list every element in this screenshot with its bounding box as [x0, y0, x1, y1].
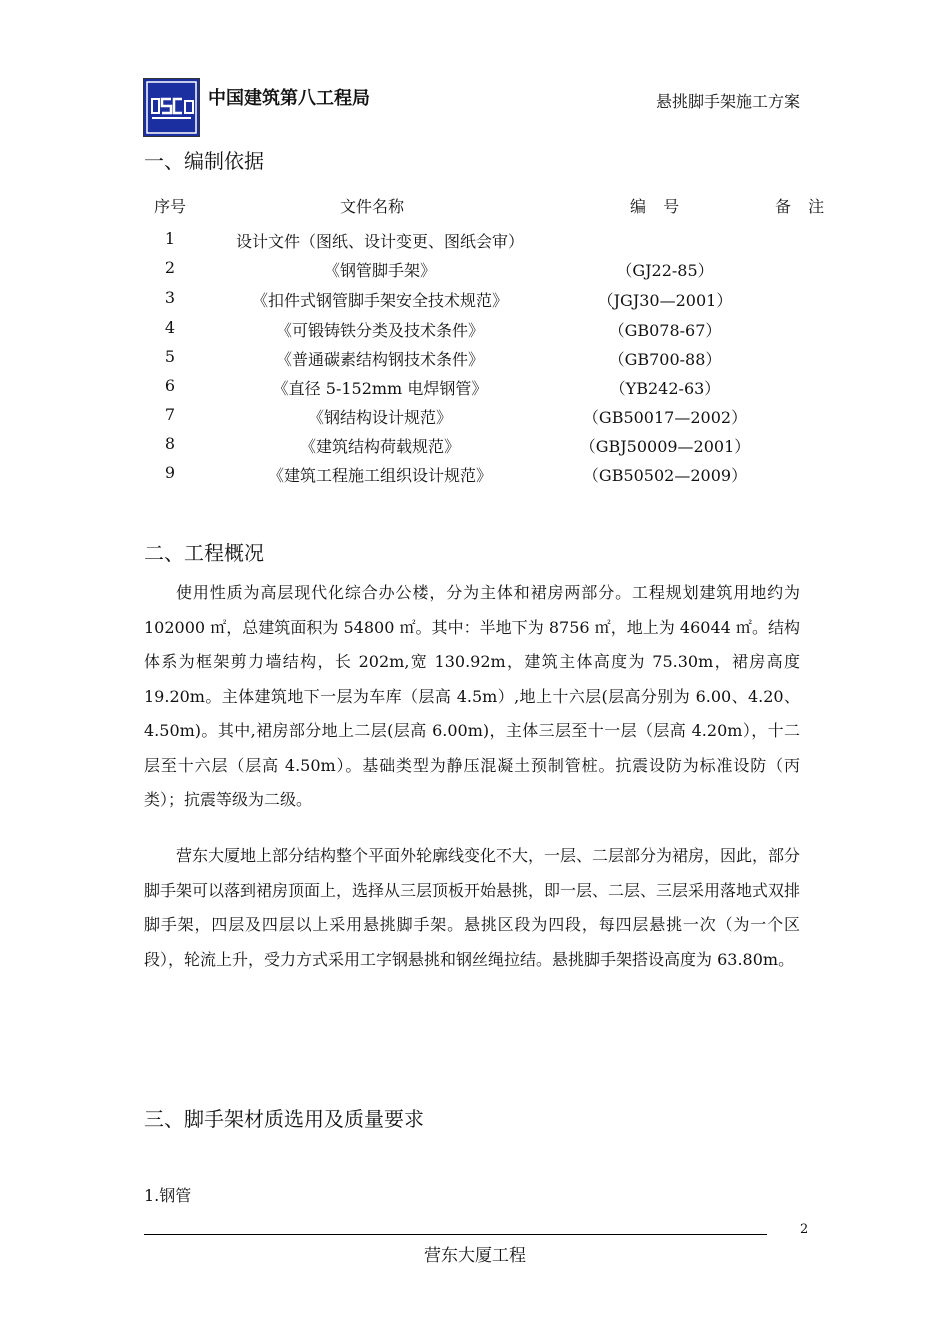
row-no: 2: [164, 258, 176, 277]
section-3-title: 三、脚手架材质选用及质量要求: [144, 1107, 424, 1131]
row-no: 5: [164, 347, 176, 366]
overview-paragraph-1: 使用性质为高层现代化综合办公楼，分为主体和裙房两部分。工程规划建筑用地约为 102000 ㎡，总建筑面积为 54800 ㎡。其中：半地下为 8756 ㎡，地上为 46044 ㎡。结构体系为框架剪力墙结构，长 202m,宽 130.92m，建筑主体高度为 75.30m，裙房高度 19.20m。主体建筑地下一层为车库（层高 4.5m）,地上十六层(层高分别为 6.00、4.20、4.50m)。其中,裙房部分地上二层(层高 6.00m)，主体三层至十一层（层高 4.20m），十二层至十六层（层高 4.50m）。基础类型为静压混凝土预制管桩。抗震设防为标准设防（丙类）；抗震等级为二级。: [144, 583, 800, 809]
row-no: 6: [164, 376, 176, 395]
row-code: （GB078-67）: [608, 321, 722, 340]
table-row: [0, 463, 950, 485]
subsection-steel-pipe: 1.钢管: [144, 1186, 192, 1205]
table-row: [0, 376, 950, 398]
footer-project-name: 营东大厦工程: [424, 1246, 526, 1266]
row-no: 4: [164, 318, 176, 337]
col-header-no: 序号: [153, 197, 186, 216]
row-no: 9: [164, 463, 176, 482]
cscec-logo: [143, 78, 200, 137]
table-row: [0, 405, 950, 427]
row-no: 3: [164, 288, 176, 307]
overview-paragraph-2: 营东大厦地上部分结构整个平面外轮廓线变化不大，一层、二层部分为裙房，因此，部分脚手架可以落到裙房顶面上，选择从三层顶板开始悬挑，即一层、二层、三层采用落地式双排脚手架，四层及四层以上采用悬挑脚手架。悬挑区段为四段，每四层悬挑一次（为一个区段），轮流上升，受力方式采用工字钢悬挑和钢丝绳拉结。悬挑脚手架搭设高度为 63.80m。: [144, 846, 801, 969]
row-code: （GB50502—2009）: [582, 466, 748, 485]
table-row: [0, 434, 950, 456]
row-code: （JGJ30—2001）: [597, 291, 733, 310]
row-name: 《建筑工程施工组织设计规范》: [267, 466, 492, 485]
row-name: 《可锻铸铁分类及技术条件》: [275, 321, 484, 340]
row-no: 7: [164, 405, 176, 424]
section-2-title: 二、工程概况: [144, 541, 264, 565]
row-name: 《直径 5-152mm 电焊钢管》: [272, 379, 488, 398]
table-row: [0, 288, 950, 310]
row-code: （GB50017—2002）: [582, 408, 748, 427]
col-header-code: 编 号: [630, 197, 686, 216]
col-header-note: 备 注: [775, 197, 831, 216]
row-name: 设计文件（图纸、设计变更、图纸会审）: [235, 232, 524, 251]
table-row: [0, 318, 950, 340]
table-row: [0, 229, 950, 251]
row-no: 8: [164, 434, 176, 453]
row-code: （GJ22-85）: [616, 261, 714, 280]
row-name: 《钢管脚手架》: [323, 261, 436, 280]
col-header-name: 文件名称: [340, 197, 405, 216]
document-title: 悬挑脚手架施工方案: [656, 92, 801, 111]
table-row: [0, 258, 950, 280]
row-name: 《普通碳素结构钢技术条件》: [275, 350, 484, 369]
page-number: 2: [800, 1222, 809, 1237]
row-code: （GBJ50009—2001）: [579, 437, 751, 456]
company-name: 中国建筑第八工程局: [208, 88, 370, 109]
table-header: [0, 194, 950, 216]
row-name: 《钢结构设计规范》: [307, 408, 452, 427]
row-code: （GB700-88）: [608, 350, 722, 369]
footer-divider: [144, 1234, 767, 1235]
row-no: 1: [164, 229, 176, 248]
row-code: （YB242-63）: [609, 379, 721, 398]
table-row: [0, 347, 950, 369]
row-name: 《建筑结构荷载规范》: [299, 437, 460, 456]
section-1-title: 一、编制依据: [144, 149, 264, 173]
row-name: 《扣件式钢管脚手架安全技术规范》: [251, 291, 508, 310]
